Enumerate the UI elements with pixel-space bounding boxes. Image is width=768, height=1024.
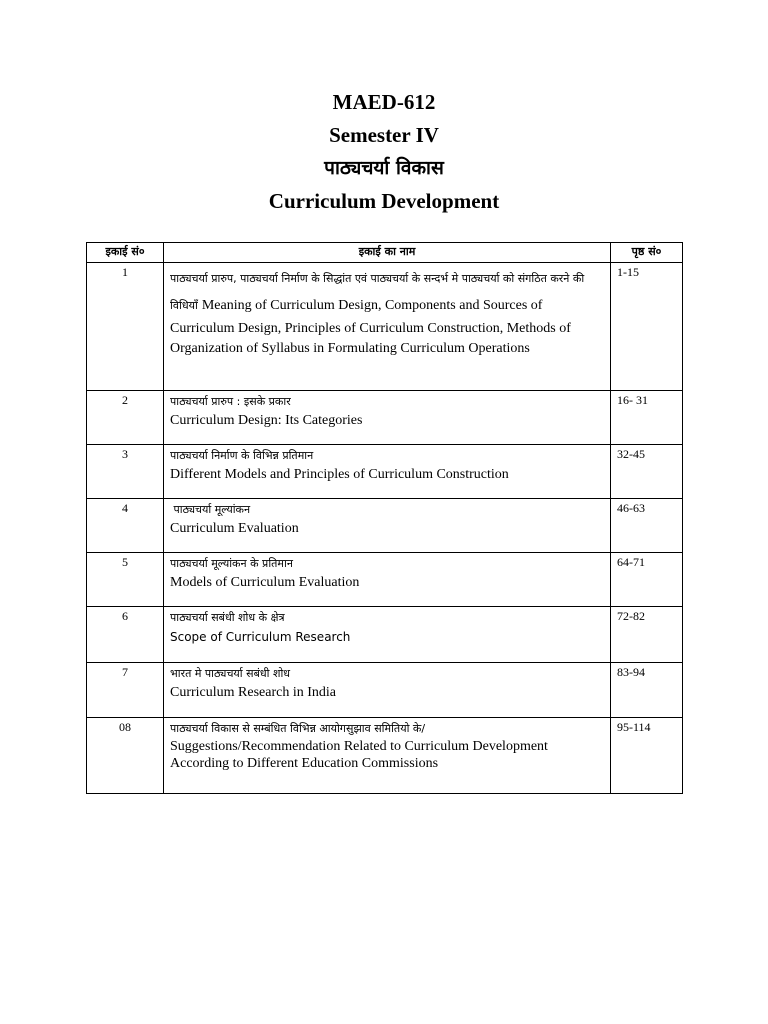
unit-number: 5 [87, 553, 164, 607]
unit-title-english: Different Models and Principles of Curriculum Construction [170, 467, 509, 482]
page-range: 64-71 [611, 553, 683, 607]
title-hindi: पाठ्यचर्या विकास [324, 157, 444, 179]
unit-number: 3 [87, 445, 164, 499]
page-range: 72-82 [611, 607, 683, 663]
unit-title-hindi: पाठ्यचर्या सबंधी शोध के क्षेत्र [170, 611, 285, 624]
unit-title-hindi: पाठ्यचर्या प्रारुप : इसके प्रकार [170, 395, 291, 408]
course-code: MAED-612 [332, 90, 436, 114]
unit-title-hindi: पाठ्यचर्या मूल्यांकन [170, 503, 251, 516]
unit-title-english: Curriculum Design: Its Categories [170, 413, 363, 428]
table-header-row [87, 243, 683, 263]
unit-name [164, 663, 611, 718]
page-range: 95-114 [611, 718, 683, 794]
unit-title-english: Curriculum Evaluation [170, 521, 299, 536]
unit-name [164, 718, 611, 794]
title-english: Curriculum Development [268, 189, 500, 213]
semester-label: Semester IV [329, 123, 439, 147]
header-unit-number: इकाई सं० [87, 243, 164, 263]
unit-title-hindi: पाठ्यचर्या निर्माण के विभिन्न प्रतिमान [170, 449, 314, 462]
table-row [87, 718, 683, 794]
header-unit-name: इकाई का नाम [164, 243, 611, 263]
page-range: 83-94 [611, 663, 683, 718]
unit-number: 2 [87, 391, 164, 445]
table-row [87, 445, 683, 499]
contents-table [86, 242, 683, 794]
table-row [87, 391, 683, 445]
unit-number: 1 [87, 263, 164, 391]
unit-title-hindi: पाठ्यचर्या प्रारुप, पाठ्यचर्या निर्माण के सिद्धांत एवं पाठ्यचर्या के सन्दर्भ मे पाठ्यचर्या को संगठित करने की विधियाँ [170, 272, 585, 312]
unit-number: 08 [87, 718, 164, 794]
unit-name [164, 445, 611, 499]
unit-title-english: Meaning of Curriculum Design, Components and Sources of Curriculum Design, Principles of Curriculum Construction, Methods of Organization of Syllabus in Formulating Curriculum Operations [170, 298, 571, 356]
unit-name [164, 263, 611, 391]
unit-name [164, 391, 611, 445]
table-row [87, 263, 683, 391]
unit-number: 7 [87, 663, 164, 718]
unit-name [164, 499, 611, 553]
header-page-number: पृष्ठ सं० [611, 243, 683, 263]
table-row [87, 607, 683, 663]
unit-title-hindi: पाठ्यचर्या विकास से सम्बंधित विभिन्न आयोगसुझाव समितियो के/ [170, 722, 426, 735]
title-block [0, 86, 768, 218]
table-row [87, 553, 683, 607]
unit-title-hindi: भारत मे पाठ्यचर्या सबंधी शोध [170, 667, 291, 680]
unit-name [164, 607, 611, 663]
page-range: 1-15 [611, 263, 683, 391]
page-range: 46-63 [611, 499, 683, 553]
unit-number: 4 [87, 499, 164, 553]
unit-title-english: Suggestions/Recommendation Related to Curriculum Development According to Different Education Commissions [170, 739, 548, 771]
table-row [87, 663, 683, 718]
unit-title-english: Scope of Curriculum Research [170, 630, 351, 644]
page-range: 16- 31 [611, 391, 683, 445]
unit-name [164, 553, 611, 607]
table-row [87, 499, 683, 553]
unit-title-english: Models of Curriculum Evaluation [170, 575, 360, 590]
unit-number: 6 [87, 607, 164, 663]
page-range: 32-45 [611, 445, 683, 499]
unit-title-english: Curriculum Research in India [170, 685, 337, 700]
unit-title-hindi: पाठ्यचर्या मूल्यांकन के प्रतिमान [170, 557, 293, 570]
